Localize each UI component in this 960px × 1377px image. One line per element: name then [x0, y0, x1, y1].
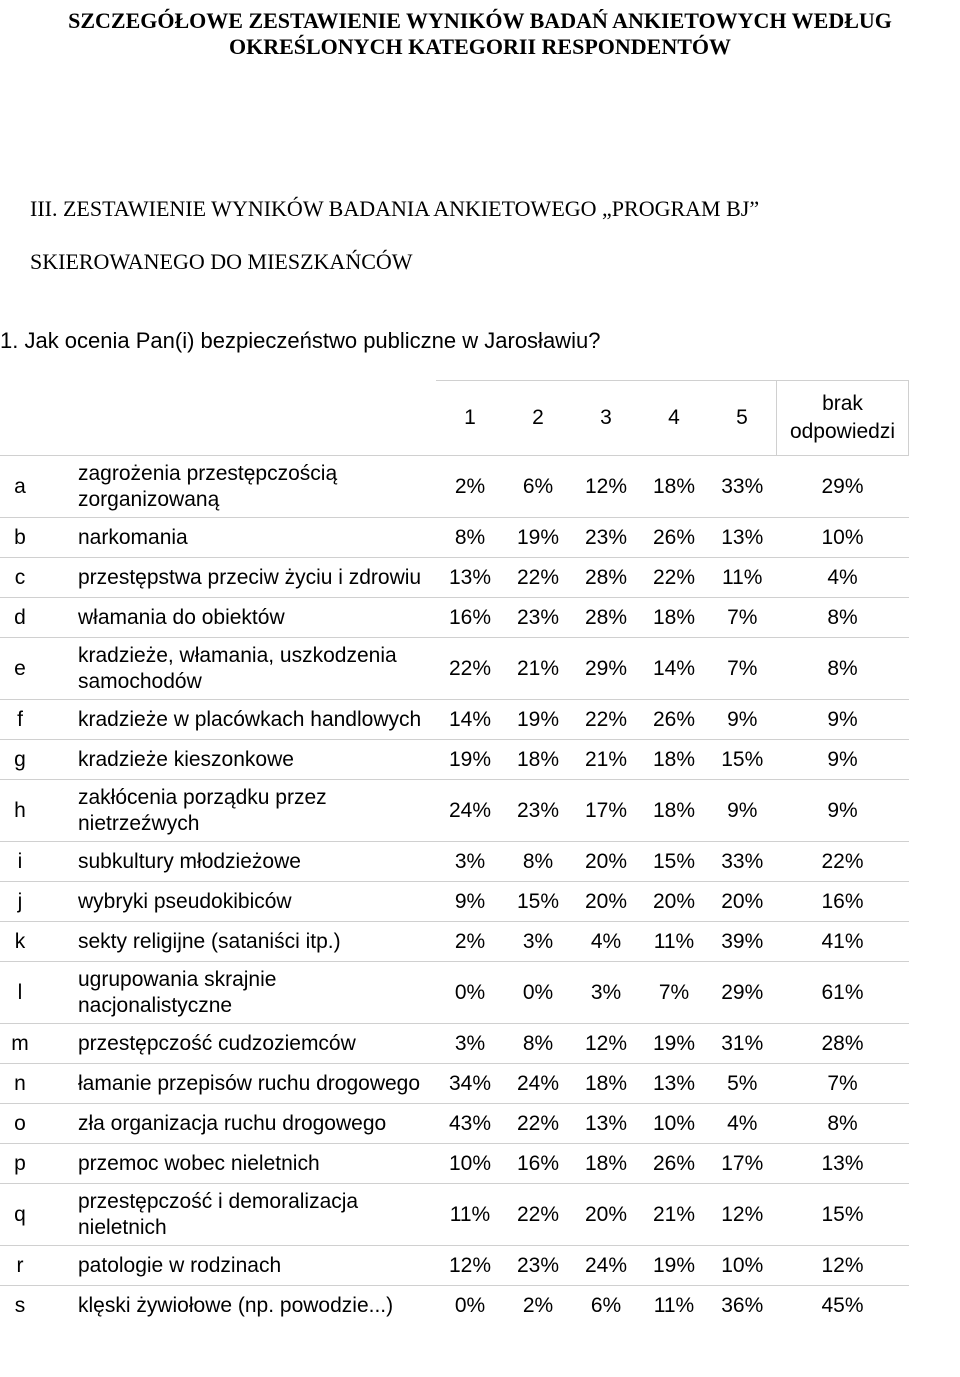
row-value: 26% — [640, 1144, 708, 1184]
row-value: 18% — [572, 1064, 640, 1104]
row-value: 24% — [504, 1064, 572, 1104]
table-row — [0, 780, 909, 842]
row-value: 19% — [504, 700, 572, 740]
row-value: 15% — [504, 882, 572, 922]
row-value: 33% — [708, 842, 777, 882]
row-value: 11% — [640, 922, 708, 962]
table-row — [0, 1024, 909, 1064]
row-value: 11% — [436, 1184, 504, 1246]
row-value: 6% — [572, 1286, 640, 1326]
header-spacer — [0, 381, 40, 456]
row-value: 2% — [504, 1286, 572, 1326]
row-letter: s — [0, 1286, 40, 1326]
section-heading-line-1: III. ZESTAWIENIE WYNIKÓW BADANIA ANKIETOWEGO „PROGRAM BJ” — [30, 196, 760, 221]
row-letter: a — [0, 456, 40, 518]
row-letter: n — [0, 1064, 40, 1104]
row-letter: j — [0, 882, 40, 922]
row-value: 20% — [572, 842, 640, 882]
row-value: 34% — [436, 1064, 504, 1104]
row-value: 29% — [572, 638, 640, 700]
row-label: subkultury młodzieżowe — [40, 842, 436, 882]
row-value: 7% — [640, 962, 708, 1024]
row-value: 17% — [572, 780, 640, 842]
row-value: 18% — [640, 780, 708, 842]
table-row — [0, 558, 909, 598]
row-label: narkomania — [40, 518, 436, 558]
row-value: 11% — [708, 558, 777, 598]
row-value: 19% — [640, 1024, 708, 1064]
row-value: 4% — [708, 1104, 777, 1144]
row-value: 0% — [436, 1286, 504, 1326]
row-label: przestępczość i demoralizacja nieletnich — [40, 1184, 436, 1246]
document-title-line-1: SZCZEGÓŁOWE ZESTAWIENIE WYNIKÓW BADAŃ ANKIETOWYCH WEDŁUG — [68, 8, 892, 33]
header-cell: 2 — [504, 381, 572, 456]
row-value: 23% — [572, 518, 640, 558]
header-row — [0, 381, 909, 456]
row-value: 22% — [436, 638, 504, 700]
row-value: 26% — [640, 700, 708, 740]
table-row — [0, 598, 909, 638]
table-row — [0, 1286, 909, 1326]
row-value: 19% — [504, 518, 572, 558]
row-value: 13% — [640, 1064, 708, 1104]
row-value: 15% — [777, 1184, 909, 1246]
row-value: 19% — [640, 1246, 708, 1286]
row-value: 9% — [777, 740, 909, 780]
row-letter: c — [0, 558, 40, 598]
row-value: 3% — [572, 962, 640, 1024]
row-value: 13% — [436, 558, 504, 598]
row-letter: d — [0, 598, 40, 638]
table-row — [0, 842, 909, 882]
table-row — [0, 456, 909, 518]
table-row — [0, 1184, 909, 1246]
row-value: 23% — [504, 598, 572, 638]
row-value: 9% — [708, 780, 777, 842]
row-value: 5% — [708, 1064, 777, 1104]
row-value: 24% — [436, 780, 504, 842]
question-heading: 1. Jak ocenia Pan(i) bezpieczeństwo publiczne w Jarosławiu? — [0, 328, 601, 353]
row-value: 9% — [777, 780, 909, 842]
row-value: 12% — [777, 1246, 909, 1286]
row-letter: h — [0, 780, 40, 842]
row-value: 19% — [436, 740, 504, 780]
header-cell: 4 — [640, 381, 708, 456]
row-value: 20% — [572, 882, 640, 922]
row-value: 16% — [504, 1144, 572, 1184]
row-label: przestępczość cudzoziemców — [40, 1024, 436, 1064]
row-value: 18% — [640, 456, 708, 518]
header-cell: 3 — [572, 381, 640, 456]
row-value: 6% — [504, 456, 572, 518]
row-value: 39% — [708, 922, 777, 962]
row-value: 7% — [708, 598, 777, 638]
table-row — [0, 1246, 909, 1286]
row-value: 36% — [708, 1286, 777, 1326]
row-label: zagrożenia przestępczością zorganizowaną — [40, 456, 436, 518]
row-value: 22% — [572, 700, 640, 740]
row-value: 10% — [640, 1104, 708, 1144]
row-value: 10% — [708, 1246, 777, 1286]
row-value: 10% — [777, 518, 909, 558]
table-row — [0, 962, 909, 1024]
row-letter: b — [0, 518, 40, 558]
row-value: 33% — [708, 456, 777, 518]
row-letter: q — [0, 1184, 40, 1246]
row-letter: k — [0, 922, 40, 962]
row-value: 16% — [436, 598, 504, 638]
row-value: 7% — [777, 1064, 909, 1104]
row-value: 29% — [708, 962, 777, 1024]
table-row — [0, 700, 909, 740]
table-row — [0, 1144, 909, 1184]
row-value: 21% — [572, 740, 640, 780]
table-row — [0, 882, 909, 922]
row-value: 43% — [436, 1104, 504, 1144]
table-row — [0, 518, 909, 558]
row-value: 20% — [572, 1184, 640, 1246]
row-value: 31% — [708, 1024, 777, 1064]
row-value: 28% — [572, 598, 640, 638]
row-value: 8% — [777, 638, 909, 700]
row-value: 18% — [640, 740, 708, 780]
row-value: 7% — [708, 638, 777, 700]
results-table — [0, 380, 909, 1326]
row-value: 9% — [436, 882, 504, 922]
row-value: 8% — [777, 1104, 909, 1144]
row-value: 9% — [708, 700, 777, 740]
row-value: 3% — [436, 1024, 504, 1064]
row-value: 23% — [504, 1246, 572, 1286]
row-value: 13% — [708, 518, 777, 558]
row-value: 21% — [640, 1184, 708, 1246]
row-letter: l — [0, 962, 40, 1024]
row-letter: m — [0, 1024, 40, 1064]
row-value: 26% — [640, 518, 708, 558]
row-value: 16% — [777, 882, 909, 922]
row-value: 18% — [504, 740, 572, 780]
row-value: 22% — [777, 842, 909, 882]
row-label: wybryki pseudokibiców — [40, 882, 436, 922]
header-cell: 5 — [708, 381, 777, 456]
row-value: 0% — [436, 962, 504, 1024]
document-title-line-2: OKREŚLONYCH KATEGORII RESPONDENTÓW — [228, 34, 731, 59]
header-cell-no-answer: brak odpowiedzi — [777, 381, 909, 456]
row-letter: f — [0, 700, 40, 740]
row-label: przemoc wobec nieletnich — [40, 1144, 436, 1184]
row-value: 12% — [708, 1184, 777, 1246]
row-value: 8% — [504, 842, 572, 882]
row-value: 12% — [436, 1246, 504, 1286]
row-value: 22% — [504, 1104, 572, 1144]
row-value: 18% — [572, 1144, 640, 1184]
row-value: 15% — [640, 842, 708, 882]
row-value: 22% — [504, 558, 572, 598]
row-value: 11% — [640, 1286, 708, 1326]
table-row — [0, 740, 909, 780]
row-value: 28% — [572, 558, 640, 598]
table-row — [0, 638, 909, 700]
row-value: 8% — [504, 1024, 572, 1064]
row-label: zakłócenia porządku przez nietrzeźwych — [40, 780, 436, 842]
row-value: 14% — [436, 700, 504, 740]
row-value: 21% — [504, 638, 572, 700]
row-label: sekty religijne (sataniści itp.) — [40, 922, 436, 962]
section-heading-line-2: SKIEROWANEGO DO MIESZKAŃCÓW — [30, 249, 413, 274]
row-letter: o — [0, 1104, 40, 1144]
row-value: 61% — [777, 962, 909, 1024]
row-value: 10% — [436, 1144, 504, 1184]
row-value: 8% — [777, 598, 909, 638]
row-label: łamanie przepisów ruchu drogowego — [40, 1064, 436, 1104]
row-letter: e — [0, 638, 40, 700]
row-letter: i — [0, 842, 40, 882]
row-letter: g — [0, 740, 40, 780]
row-letter: p — [0, 1144, 40, 1184]
row-value: 22% — [504, 1184, 572, 1246]
table-row — [0, 1104, 909, 1144]
row-value: 20% — [708, 882, 777, 922]
row-value: 13% — [777, 1144, 909, 1184]
row-value: 24% — [572, 1246, 640, 1286]
row-value: 9% — [777, 700, 909, 740]
row-letter: r — [0, 1246, 40, 1286]
header-spacer — [40, 381, 436, 456]
row-label: kradzieże kieszonkowe — [40, 740, 436, 780]
row-value: 13% — [572, 1104, 640, 1144]
row-label: patologie w rodzinach — [40, 1246, 436, 1286]
row-value: 12% — [572, 1024, 640, 1064]
row-value: 4% — [777, 558, 909, 598]
row-label: ugrupowania skrajnie nacjonalistyczne — [40, 962, 436, 1024]
row-value: 3% — [504, 922, 572, 962]
row-label: kradzieże, włamania, uszkodzenia samochodów — [40, 638, 436, 700]
row-label: klęski żywiołowe (np. powodzie...) — [40, 1286, 436, 1326]
row-value: 17% — [708, 1144, 777, 1184]
row-value: 2% — [436, 456, 504, 518]
row-value: 18% — [640, 598, 708, 638]
row-value: 0% — [504, 962, 572, 1024]
table-row — [0, 922, 909, 962]
row-value: 8% — [436, 518, 504, 558]
row-label: zła organizacja ruchu drogowego — [40, 1104, 436, 1144]
row-value: 2% — [436, 922, 504, 962]
row-value: 14% — [640, 638, 708, 700]
row-value: 12% — [572, 456, 640, 518]
row-value: 41% — [777, 922, 909, 962]
row-value: 23% — [504, 780, 572, 842]
row-value: 15% — [708, 740, 777, 780]
row-value: 28% — [777, 1024, 909, 1064]
row-value: 29% — [777, 456, 909, 518]
row-value: 3% — [436, 842, 504, 882]
row-value: 4% — [572, 922, 640, 962]
row-label: włamania do obiektów — [40, 598, 436, 638]
row-label: kradzieże w placówkach handlowych — [40, 700, 436, 740]
row-value: 20% — [640, 882, 708, 922]
row-label: przestępstwa przeciw życiu i zdrowiu — [40, 558, 436, 598]
row-value: 45% — [777, 1286, 909, 1326]
row-value: 22% — [640, 558, 708, 598]
header-cell: 1 — [436, 381, 504, 456]
table-row — [0, 1064, 909, 1104]
